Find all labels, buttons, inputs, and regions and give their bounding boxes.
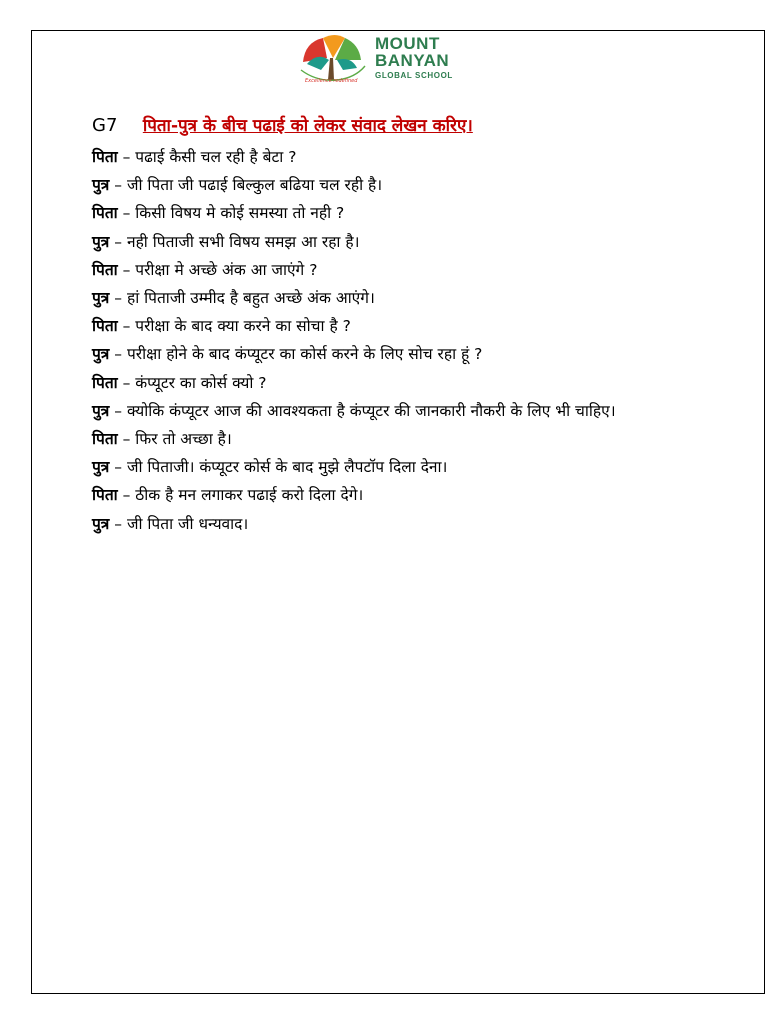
dialogue-line — [92, 397, 672, 425]
speaker-label: पुत्र — [92, 176, 110, 195]
dialogue-line — [92, 199, 672, 227]
assignment-title: पिता-पुत्र के बीच पढाई को लेकर संवाद लेखन करिए। — [142, 116, 473, 136]
speaker-label: पिता — [92, 373, 118, 392]
speaker-label: पुत्र — [92, 345, 110, 364]
dialogue-line — [92, 143, 672, 171]
dialogue-line — [92, 228, 672, 256]
dialogue-line — [92, 510, 672, 538]
assignment-code: G7 — [92, 115, 118, 136]
logo-line-banyan: BANYAN — [375, 51, 450, 70]
logo-wordmark — [375, 35, 453, 80]
school-logo — [297, 30, 482, 86]
dialogue-line — [92, 453, 672, 481]
dialogue-line — [92, 425, 672, 453]
dialogue-text: – किसी विषय मे कोई समस्या तो नही ? — [117, 204, 345, 223]
dialogue-line — [92, 256, 672, 284]
logo-line-global-school: GLOBAL SCHOOL — [375, 71, 453, 80]
speaker-label: पिता — [92, 204, 118, 223]
dialogue-line — [92, 369, 672, 397]
speaker-label: पुत्र — [92, 289, 110, 308]
assignment-heading — [92, 113, 473, 139]
dialogue-text: – ठीक है मन लगाकर पढाई करो दिला देगे। — [117, 486, 364, 505]
dialogue-text: – जी पिता जी पढाई बिल्कुल बढिया चल रही है। — [109, 176, 383, 195]
speaker-label: पिता — [92, 430, 118, 449]
dialogue-text: – जी पिता जी धन्यवाद। — [109, 514, 249, 533]
dialogue-text: – नही पिताजी सभी विषय समझ आ रहा है। — [109, 232, 360, 251]
dialogue-line — [92, 171, 672, 199]
dialogue-text: – क्योकि कंप्यूटर आज की आवश्यकता है कंप्यूटर की जानकारी नौकरी के लिए भी चाहिए। — [109, 401, 616, 420]
dialogue-text: – फिर तो अच्छा है। — [117, 430, 232, 449]
dialogue-line — [92, 481, 672, 509]
speaker-label: पुत्र — [92, 458, 110, 477]
banyan-tree-logo-icon — [297, 30, 369, 86]
dialogue-line — [92, 340, 672, 368]
dialogue-text: – परीक्षा के बाद क्या करने का सोचा है ? — [117, 317, 351, 336]
dialogue-text: – कंप्यूटर का कोर्स क्यो ? — [117, 373, 267, 392]
dialogue-line — [92, 284, 672, 312]
dialogue-text: – जी पिताजी। कंप्यूटर कोर्स के बाद मुझे लैपटॉप दिला देना। — [109, 458, 448, 477]
speaker-label: पिता — [92, 317, 118, 336]
speaker-label: पिता — [92, 148, 118, 166]
logo-line-mount: MOUNT — [375, 34, 440, 53]
speaker-label: पिता — [92, 486, 118, 505]
dialogue-text: – पढाई कैसी चल रही है बेटा ? — [117, 148, 297, 166]
dialogue-text: – हां पिताजी उम्मीद है बहुत अच्छे अंक आएंगे। — [109, 289, 375, 308]
dialogue-text: – परीक्षा होने के बाद कंप्यूटर का कोर्स करने के लिए सोच रहा हूं ? — [109, 345, 483, 364]
dialogue-line — [92, 312, 672, 340]
speaker-label: पुत्र — [92, 401, 110, 420]
speaker-label: पिता — [92, 260, 118, 279]
dialogue-body — [92, 143, 672, 538]
logo-tagline: Excellence redefined — [305, 78, 358, 84]
dialogue-text: – परीक्षा मे अच्छे अंक आ जाएंगे ? — [117, 260, 318, 279]
speaker-label: पुत्र — [92, 232, 110, 251]
speaker-label: पुत्र — [92, 514, 110, 533]
